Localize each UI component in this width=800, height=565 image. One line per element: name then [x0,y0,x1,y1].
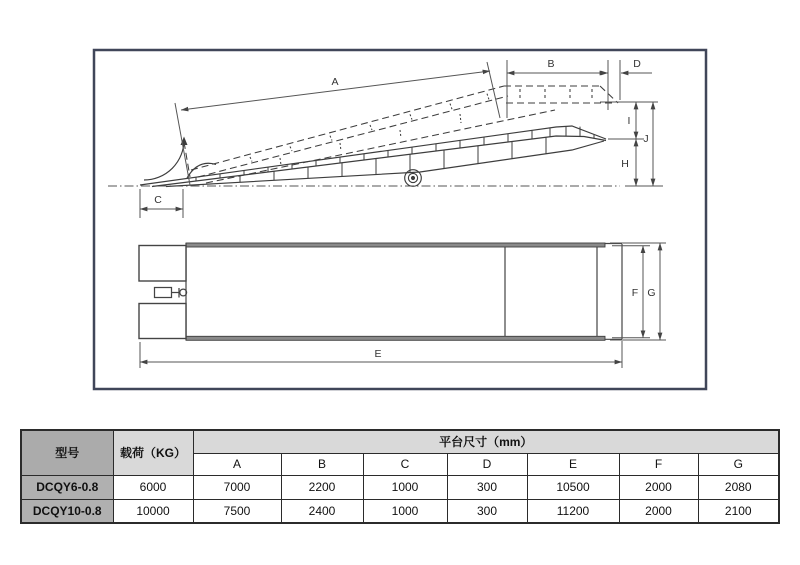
load-cell: 6000 [113,475,193,499]
dim-label-i: I [627,115,631,127]
header-model: 型号 [21,430,113,475]
dim-label-e: E [374,348,382,360]
spec-cell: 7500 [193,499,281,523]
spec-cell: 2100 [698,499,779,523]
spec-cell: 2200 [281,475,363,499]
dim-col-header-d: D [447,453,527,475]
header-platform-size: 平台尺寸（mm） [193,430,779,453]
table-header-row-1 [21,430,779,453]
spec-cell: 300 [447,475,527,499]
header-load: 载荷（KG） [113,430,193,475]
dim-label-g: G [647,287,656,299]
spec-cell: 11200 [527,499,619,523]
dim-label-b: B [547,58,555,70]
spec-cell: 2080 [698,475,779,499]
dim-label-j: J [643,133,649,145]
spec-cell: 300 [447,499,527,523]
dim-col-header-e: E [527,453,619,475]
load-cell: 10000 [113,499,193,523]
spec-cell: 2000 [619,475,698,499]
spec-cell: 7000 [193,475,281,499]
table-row [21,475,779,499]
dim-label-f: F [631,287,639,299]
dim-col-header-c: C [363,453,447,475]
dim-col-header-a: A [193,453,281,475]
left-tab-top [139,246,186,282]
dim-col-header-g: G [698,453,779,475]
spec-cell: 10500 [527,475,619,499]
table-row [21,499,779,523]
dim-col-header-b: B [281,453,363,475]
dim-col-header-f: F [619,453,698,475]
model-cell: DCQY10-0.8 [21,499,113,523]
spec-cell: 2400 [281,499,363,523]
spec-cell: 2000 [619,499,698,523]
dim-label-h: H [621,158,629,170]
model-cell: DCQY6-0.8 [21,475,113,499]
spec-cell: 1000 [363,499,447,523]
spec-table [20,429,780,524]
dim-label-a: A [331,76,339,88]
spec-cell: 1000 [363,475,447,499]
dim-label-d: D [633,58,641,70]
left-tab-bottom [139,304,186,339]
dim-label-c: C [154,194,162,206]
